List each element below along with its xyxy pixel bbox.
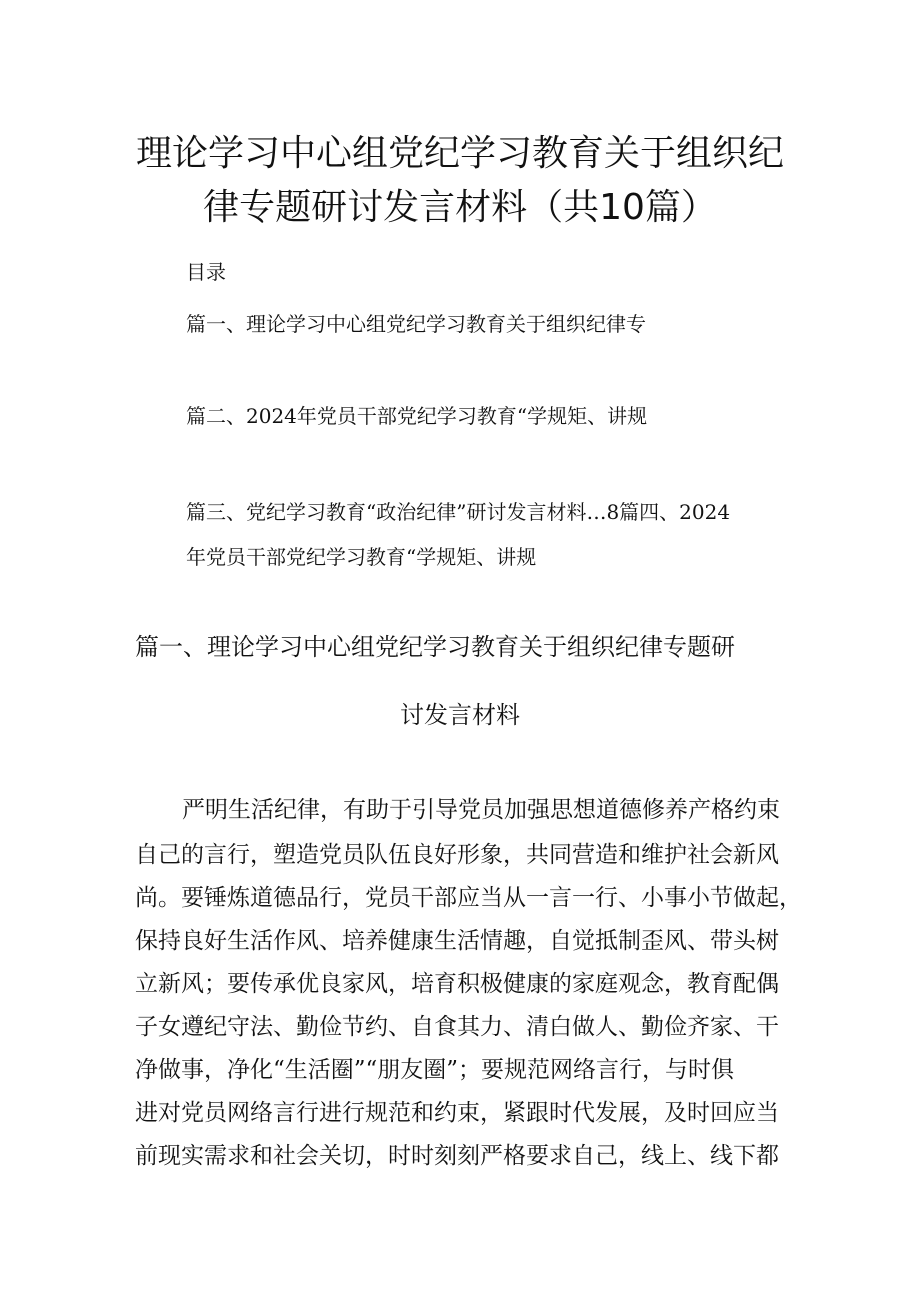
body-line: 保持良好生活作风、培养健康生活情趣，自觉抵制歪风、带头树 <box>135 928 779 954</box>
section-title-line-2: 讨发言材料 <box>400 701 520 729</box>
document-title-line-2: 律专题研讨发言材料（共10篇） <box>203 187 717 228</box>
toc-entry-2[interactable]: 篇二、2024年党员干部党纪学习教育“学规矩、讲规 <box>186 404 648 428</box>
toc-entry-4-continued[interactable]: 年党员干部党纪学习教育“学规矩、讲规 <box>186 545 537 569</box>
body-line: 前现实需求和社会关切，时时刻刻严格要求自己，线上、线下都 <box>135 1143 779 1169</box>
document-title-line-1: 理论学习中心组党纪学习教育关于组织纪 <box>135 133 784 174</box>
body-line: 尚。要锤炼道德品行，党员干部应当从一言一行、小事小节做起， <box>135 885 802 911</box>
body-line: 严明生活纪律，有助于引导党员加强思想道德修养产格约束 <box>182 797 780 823</box>
section-title-line-1: 篇一、理论学习中心组党纪学习教育关于组织纪律专题研 <box>135 633 735 661</box>
body-line: 进对党员网络言行进行规范和约束，紧跟时代发展，及时回应当 <box>135 1100 779 1126</box>
toc-heading: 目录 <box>186 260 226 284</box>
body-line: 净做事，净化“生活圈”“朋友圈”；要规范网络言行，与时俱 <box>135 1057 735 1083</box>
body-line: 子女遵纪守法、勤俭节约、自食其力、清白做人、勤俭齐家、干 <box>135 1014 779 1040</box>
toc-entry-1[interactable]: 篇一、理论学习中心组党纪学习教育关于组织纪律专 <box>186 312 646 336</box>
body-line: 立新风；要传承优良家风，培育积极健康的家庭观念，教育配偶 <box>135 971 779 997</box>
body-line: 自己的言行，塑造党员队伍良好形象，共同营造和维护社会新风 <box>135 842 779 868</box>
toc-entry-3-4[interactable]: 篇三、党纪学习教育“政治纪律”研讨发言材料…8篇四、2024 <box>186 500 731 524</box>
